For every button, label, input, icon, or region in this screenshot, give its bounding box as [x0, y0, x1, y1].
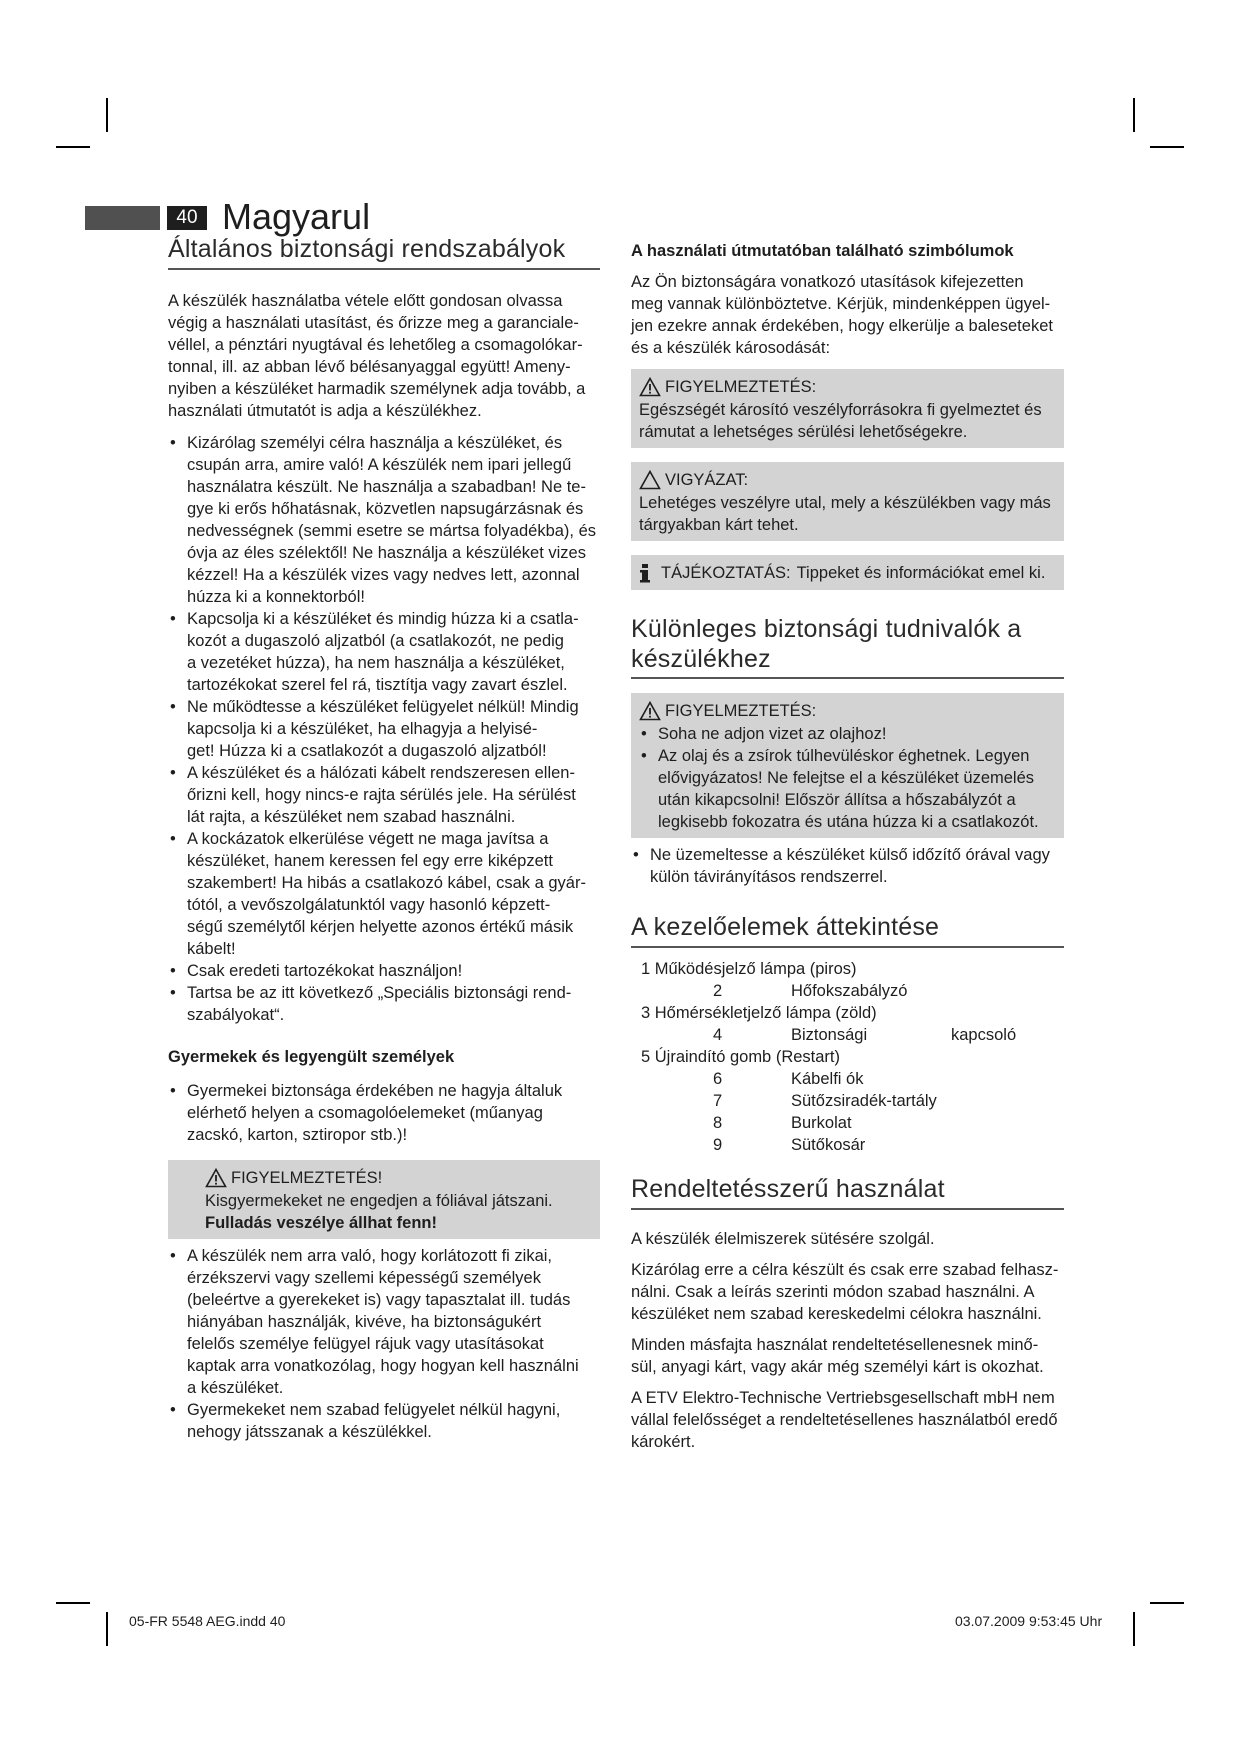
- text-line: hiányában használják, kivéve, ha biztonságukért: [187, 1313, 542, 1331]
- part-number: 4: [713, 1026, 723, 1044]
- text-line: károkért.: [631, 1433, 696, 1451]
- text-line: után kikapcsolni! Először állítsa a hőszabályzót a: [658, 791, 1016, 809]
- intended-use-text: [631, 1228, 1064, 1453]
- list-item: [168, 762, 600, 828]
- text-line: óvja az éles szélektől! Ne használja a készüléket vizes: [187, 544, 586, 562]
- part-row: [641, 1134, 1016, 1156]
- text-line: A készülék nem arra való, hogy korlátozott fi zikai,: [187, 1247, 552, 1265]
- text-line: ségű személytől kérjen helyette azonos értékű másik: [187, 918, 574, 936]
- part-label: Burkolat: [791, 1114, 852, 1132]
- text-line: lát rajta, a készüléket nem szabad használni.: [187, 808, 516, 826]
- text-line: kábelt!: [187, 940, 236, 958]
- text-line: és a készülék károsodását:: [631, 339, 831, 357]
- usage-paragraph: [631, 1387, 1064, 1453]
- text-line: nedvességnek (semmi esetre se mártsa folyadékba), és: [187, 522, 597, 540]
- safety-bullet-list: [168, 432, 600, 1026]
- text-line: Ne működtesse a készüléket felügyelet nélkül! Mindig: [187, 698, 579, 716]
- text-line: Az olaj és a zsírok túlhevüléskor éghetnek. Legyen: [658, 747, 1030, 765]
- warning-icon: [205, 1168, 227, 1188]
- special-bullet-list: [631, 844, 1064, 888]
- list-item: [168, 1080, 600, 1146]
- part-row: [641, 1112, 1016, 1134]
- list-item: [168, 960, 600, 982]
- persons-bullet-list: [168, 1245, 600, 1443]
- text-line: get! Húzza ki a csatlakozót a dugaszoló aljzatból!: [187, 742, 547, 760]
- usage-paragraph: [631, 1259, 1064, 1325]
- children-bullet-list: [168, 1080, 600, 1146]
- caution-line: tárgyakban kárt tehet.: [639, 516, 799, 534]
- list-item: [639, 745, 1056, 833]
- text-line: A ETV Elektro-Technische Vertriebsgesellschaft mbH nem: [631, 1389, 1055, 1407]
- text-line: jen ezekre annak érdekében, hogy elkerülje a baleseteket: [631, 317, 1053, 335]
- text-line: A kockázatok elkerülése végett ne maga javítsa a: [187, 830, 549, 848]
- list-item: [168, 696, 600, 762]
- right-column: [631, 240, 1064, 1453]
- crop-mark: [56, 146, 90, 148]
- text-line: Tartsa be az itt következő „Speciális biztonsági rend-: [187, 984, 572, 1002]
- intended-use-title: Rendeltetésszerű használat: [631, 1174, 1064, 1210]
- text-line: készüléket nem szabad kereskedelmi célokra használni.: [631, 1305, 1042, 1323]
- info-symbol-box: [631, 555, 1064, 590]
- text-line: Kizárólag személyi célra használja a készüléket, és: [187, 434, 563, 452]
- caution-title: VIGYÁZAT:: [665, 471, 749, 489]
- text-line: érzékszervi vagy szellemi képességű személyek: [187, 1269, 541, 1287]
- warning-title: FIGYELMEZTETÉS:: [665, 378, 817, 396]
- part-label: Sütőzsiradék-tartály: [791, 1092, 937, 1110]
- part-number: 9: [713, 1136, 723, 1154]
- left-column: [168, 234, 600, 1443]
- crop-mark: [106, 98, 108, 132]
- warning-icon: [639, 377, 661, 397]
- footer-date: 03.07.2009 9:53:45 Uhr: [955, 1613, 1103, 1629]
- text-line: felelős személye felügyel rájuk vagy utasításokat: [187, 1335, 544, 1353]
- part-number: 8: [713, 1114, 723, 1132]
- text-line: (beleértve a gyerekeket is) vagy tapasztalat ill. tudás: [187, 1291, 571, 1309]
- part-label: 3 Hőmérsékletjelző lámpa (zöld): [641, 1004, 877, 1022]
- part-row: [641, 1046, 1016, 1068]
- part-row: [641, 980, 1016, 1002]
- text-line: tartozékokat szerel fel rá, tisztítja vagy zavart észlel.: [187, 676, 568, 694]
- text-line: A készülék használatba vétele előtt gondosan olvassa: [168, 292, 563, 310]
- text-line: vállal felelősséget a rendeltetésellenes használatból eredő: [631, 1411, 1058, 1429]
- text-line: használatra készült. Ne használja a szabadban! Ne te-: [187, 478, 586, 496]
- children-warning-box: [168, 1160, 600, 1239]
- text-line: sül, anyagi kárt, vagy akár még személyi kárt is okozhat.: [631, 1358, 1044, 1376]
- text-line: nyiben a készüléket harmadik személynek adja tovább, a: [168, 380, 586, 398]
- header-bar: [85, 206, 160, 230]
- caution-icon: [639, 470, 661, 490]
- text-line: elérhető helyen a csomagolóelemeket (műanyag: [187, 1104, 543, 1122]
- part-label: 1 Működésjelző lámpa (piros): [641, 960, 857, 978]
- list-item: [168, 982, 600, 1026]
- general-safety-title: Általános biztonsági rendszabályok: [168, 234, 600, 270]
- text-line: csupán arra, amire való! A készülék nem ipari jellegű: [187, 456, 572, 474]
- part-row: [641, 1068, 1016, 1090]
- part-row: [641, 958, 1016, 980]
- footer-file: 05-FR 5548 AEG.indd 40: [129, 1613, 286, 1629]
- text-line: meg vannak különböztetve. Kérjük, mindenképpen ügyel-: [631, 295, 1051, 313]
- parts-list: [641, 958, 1016, 1156]
- special-warning-box: [631, 693, 1064, 838]
- crop-mark: [1133, 98, 1135, 132]
- special-safety-title: Különleges biztonsági tudnivalók a készülékhez: [631, 614, 1064, 679]
- text-line: külön távirányításos rendszerrel.: [650, 868, 888, 886]
- info-text: Tippeket és információkat emel ki.: [796, 564, 1046, 582]
- part-number: 6: [713, 1070, 723, 1088]
- text-line: nehogy játsszanak a készülékkel.: [187, 1423, 432, 1441]
- text-line: végig a használati utasítást, és őrizze meg a garanciale-: [168, 314, 579, 332]
- text-line: Kizárólag erre a célra készült és csak erre szabad felhasz-: [631, 1261, 1059, 1279]
- text-line: A készülék élelmiszerek sütésére szolgál.: [631, 1230, 935, 1248]
- text-line: kézzel! Ha a készülék vizes vagy nedves lett, azonnal: [187, 566, 580, 584]
- part-row: [641, 1024, 1016, 1046]
- info-icon: [639, 563, 651, 583]
- caution-symbol-box: [631, 462, 1064, 541]
- part-label: Biztonsági: [791, 1026, 868, 1044]
- crop-mark: [1150, 146, 1184, 148]
- warning-text-bold: Fulladás veszélye állhat fenn!: [205, 1214, 437, 1232]
- warning-icon: [639, 701, 661, 721]
- text-line: szabályokat“.: [187, 1006, 285, 1024]
- text-line: kozót a dugaszoló aljzatból (a csatlakozót, ne pedig: [187, 632, 564, 650]
- list-item: [639, 723, 1056, 745]
- part-row: [641, 1002, 1016, 1024]
- text-line: A készüléket és a hálózati kábelt rendszeresen ellen-: [187, 764, 575, 782]
- text-line: a vezetéket húzza), ha nem használja a készüléket,: [187, 654, 565, 672]
- text-line: Soha ne adjon vizet az olajhoz!: [658, 725, 887, 743]
- children-heading: Gyermekek és legyengült személyek: [168, 1048, 455, 1066]
- text-line: kaptak arra vonatkozólag, hogy hogyan kell használni: [187, 1357, 579, 1375]
- warning-text: Kisgyermekeket ne engedjen a fóliával játszani.: [205, 1192, 553, 1210]
- part-number: 2: [713, 982, 723, 1000]
- crop-mark: [1133, 1612, 1135, 1646]
- crop-mark: [106, 1612, 108, 1646]
- text-line: tonnal, ill. az abban lévő bélésanyaggal együtt! Ameny-: [168, 358, 571, 376]
- usage-paragraph: [631, 1228, 1064, 1250]
- crop-mark: [1150, 1602, 1184, 1604]
- part-label: Kábelfi ók: [791, 1070, 864, 1088]
- list-item: [168, 1399, 600, 1443]
- controls-title: A kezelőelemek áttekintése: [631, 912, 1064, 948]
- special-warning-list: [639, 723, 1056, 833]
- list-item: [168, 608, 600, 696]
- text-line: zacskó, karton, sztiropor stb.)!: [187, 1126, 408, 1144]
- text-line: Gyermekei biztonsága érdekében ne hagyja általuk: [187, 1082, 563, 1100]
- part-label: Sütőkosár: [791, 1136, 866, 1154]
- text-line: húzza ki a konnektorból!: [187, 588, 365, 606]
- warning-title: FIGYELMEZTETÉS!: [231, 1169, 383, 1187]
- text-line: készüléket, hanem keressen fel egy erre kiképzett: [187, 852, 553, 870]
- text-line: Minden másfajta használat rendeltetésellenesnek minő-: [631, 1336, 1039, 1354]
- text-line: használati útmutatót is adja a készülékhez.: [168, 402, 482, 420]
- part-label: Hőfokszabályzó: [791, 982, 908, 1000]
- part-row: [641, 1090, 1016, 1112]
- text-line: a készüléket.: [187, 1379, 284, 1397]
- text-line: őrizni kell, hogy nincs-e rajta sérülés jele. Ha sérülést: [187, 786, 576, 804]
- info-title: TÁJÉKOZTATÁS:: [661, 564, 791, 582]
- symbols-heading: A használati útmutatóban található szimbólumok: [631, 242, 1014, 260]
- caution-line: Lehetéges veszélyre utal, mely a készülékben vagy más: [639, 494, 1051, 512]
- warning-title: FIGYELMEZTETÉS:: [665, 702, 817, 720]
- text-line: Ne üzemeltesse a készüléket külső időzítő órával vagy: [650, 846, 1050, 864]
- list-item: [631, 844, 1064, 888]
- text-line: Kapcsolja ki a készüléket és mindig húzza ki a csatla-: [187, 610, 579, 628]
- crop-mark: [56, 1602, 90, 1604]
- language-title: Magyarul: [222, 196, 371, 237]
- list-item: [168, 1245, 600, 1399]
- text-line: Gyermekeket nem szabad felügyelet nélkül hagyni,: [187, 1401, 561, 1419]
- page-number: 40: [167, 206, 207, 230]
- symbols-intro: [631, 271, 1064, 359]
- warning-symbol-box: [631, 369, 1064, 448]
- warning-line: rámutat a lehetséges sérülési lehetőségekre.: [639, 423, 968, 441]
- text-line: nálni. Csak a leírás szerinti módon szabad használni. A: [631, 1283, 1035, 1301]
- text-line: elővigyázatos! Ne felejtse el a készüléket üzemelés: [658, 769, 1035, 787]
- usage-paragraph: [631, 1334, 1064, 1378]
- text-line: szakembert! Ha hibás a csatlakozó kábel, csak a gyár-: [187, 874, 586, 892]
- list-item: [168, 828, 600, 960]
- intro-paragraph: [168, 290, 600, 422]
- text-line: Az Ön biztonságára vonatkozó utasítások kifejezetten: [631, 273, 1024, 291]
- warning-line: Egészségét károsító veszélyforrásokra fi gyelmeztet és: [639, 401, 1042, 419]
- text-line: gye ki erős hőhatásnak, közvetlen napsugárzásnak és: [187, 500, 584, 518]
- part-number: 7: [713, 1092, 723, 1110]
- part-label-extra: kapcsoló: [951, 1026, 1017, 1044]
- text-line: Csak eredeti tartozékokat használjon!: [187, 962, 463, 980]
- text-line: tótól, a vevőszolgálatunktól vagy hasonló képzett-: [187, 896, 551, 914]
- text-line: kapcsolja ki a készüléket, ha elhagyja a helyisé-: [187, 720, 538, 738]
- text-line: véllel, a pénztári nyugtával és lehetőleg a csomagolókar-: [168, 336, 583, 354]
- list-item: [168, 432, 600, 608]
- part-label: 5 Újraindító gomb (Restart): [641, 1048, 840, 1066]
- text-line: legkisebb fokozatra és utána húzza ki a csatlakozót.: [658, 813, 1039, 831]
